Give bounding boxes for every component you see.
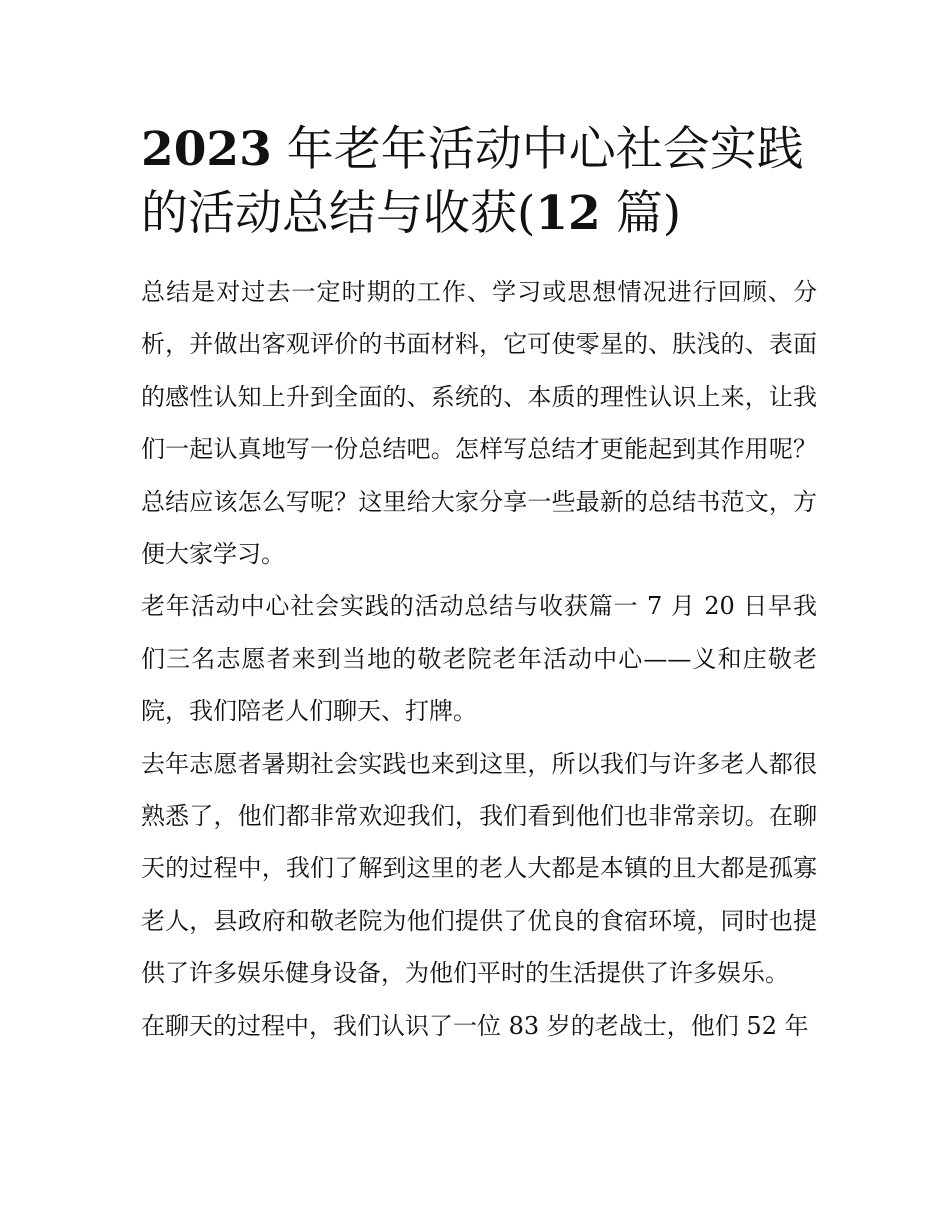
title-suffix: 篇) (600, 186, 682, 241)
paragraph-2: 去年志愿者暑期社会实践也来到这里，所以我们与许多老人都很熟悉了，他们都非常欢迎我们，我们看到他们也非常亲切。在聊天的过程中，我们了解到这里的老人大都是本镇的且大都是孤寡老人，县政府和敬老院为他们提供了优良的食宿环境，同时也提供了许多娱乐健身设备，为他们平时的生活提供了许多娱乐。 (141, 749, 817, 988)
paragraph-intro: 总结是对过去一定时期的工作、学习或思想情况进行回顾、分析，并做出客观评价的书面材料，它可使零星的、肤浅的、表面的感性认知上升到全面的、系统的、本质的理性认识上来，让我们一起认真地写一份总结吧。怎样写总结才更能起到其作用呢？总结应该怎么写呢？这里给大家分享一些最新的总结书范文，方便大家学习。 (141, 278, 817, 569)
document-content (141, 118, 817, 1052)
title-main: 年老年活动中心社会实践的活动总结与收获( (141, 122, 804, 241)
title-year: 2023 (141, 122, 272, 177)
document-title (141, 118, 817, 246)
document-body (141, 266, 817, 1052)
title-count: 12 (535, 186, 601, 241)
paragraph-1: 老年活动中心社会实践的活动总结与收获篇一 7 月 20 日早我们三名志愿者来到当地的敬老院老年活动中心——义和庄敬老院，我们陪老人们聊天、打牌。 (141, 592, 817, 726)
paragraph-3: 在聊天的过程中，我们认识了一位 83 岁的老战士，他们 52 年 (141, 1011, 809, 1040)
